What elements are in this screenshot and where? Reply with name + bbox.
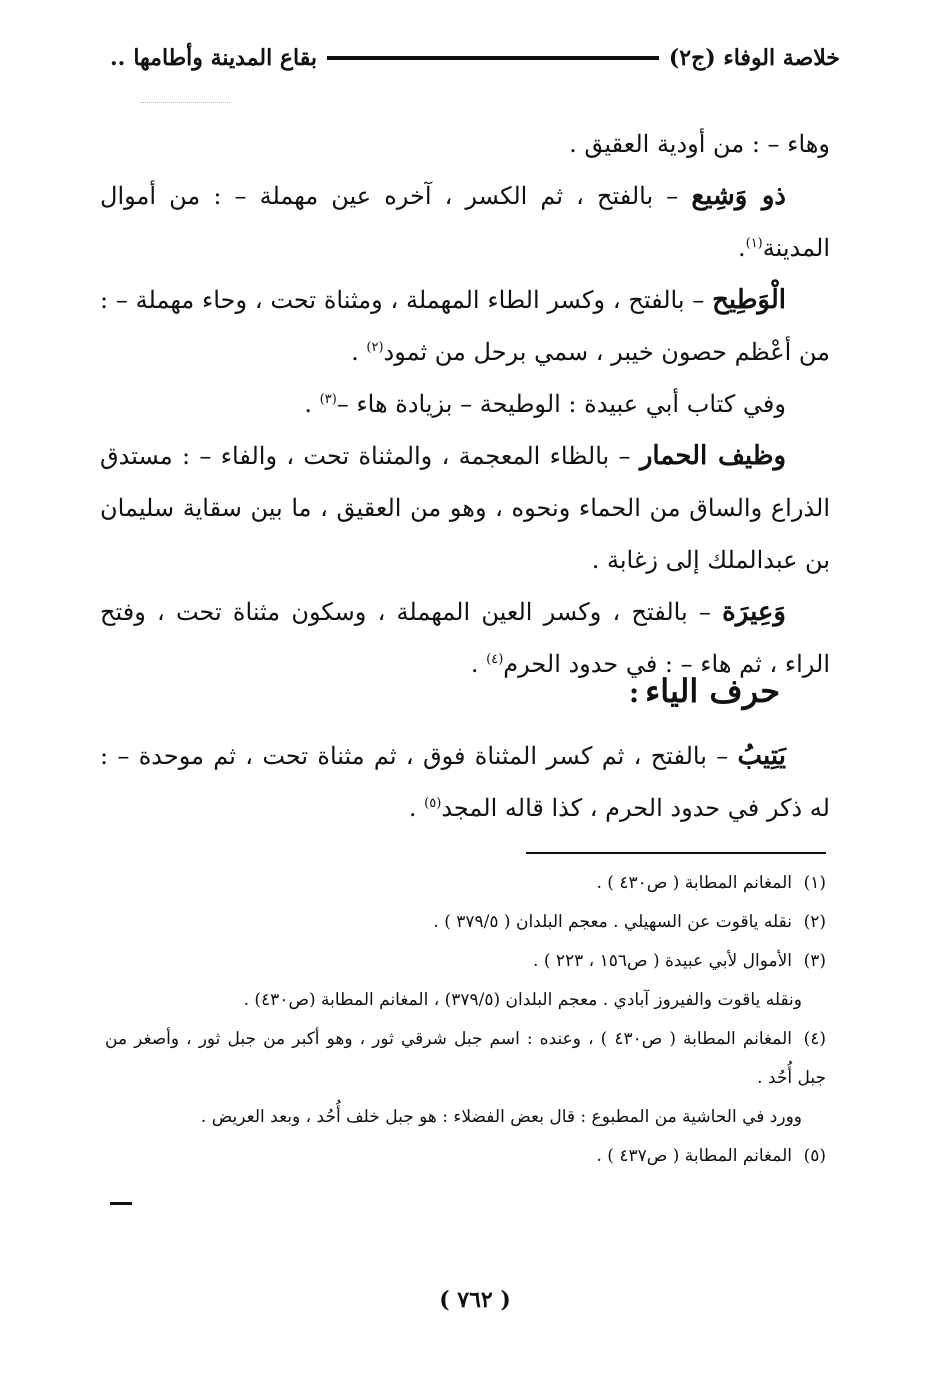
entry-text: وفي كتاب أبي عبيدة : الوطيحة – بزيادة هاء – [336, 390, 786, 418]
entry-term: وظيف الحمار [639, 441, 787, 471]
entry-text: – بالفتح ، وكسر العين المهملة ، وسكون مثناة تحت ، وفتح الراء ، ثم هاء – : في حدود الحرم [100, 598, 830, 678]
entry-text: – بالظاء المعجمة ، والمثناة تحت ، والفاء – : مستدق الذراع والساق من الحماء ونحوه ، وهو من العقيق ، ما بين سقاية سليمان بن عبدالملك إلى زغابة . [100, 442, 830, 574]
page-number: ( ٧٦٢ ) [439, 1287, 511, 1313]
footnote-number: (١) [803, 873, 826, 893]
footnote-marker[interactable]: (٤) [486, 652, 504, 667]
entry-term: الْوَطِيح [712, 285, 786, 315]
footnote-number: (٥) [803, 1146, 826, 1166]
footnote-text: المغانم المطابة ( ص٤٣٠ ) . [596, 873, 792, 893]
footnote-number: (٣) [803, 951, 826, 971]
footnote-number: (٤) [803, 1029, 826, 1049]
entry [100, 730, 830, 834]
footnote-marker[interactable]: (٣) [319, 392, 337, 407]
entry-continuation [100, 118, 830, 170]
header-trailing-dots: .. [110, 45, 126, 71]
entry [100, 378, 830, 430]
entry-text: – بالفتح ، وكسر الطاء المهملة ، ومثناة تحت ، وحاء مهملة – : من أعْظم حصون خيبر ، سمي برحل من ثمود [100, 286, 830, 366]
entry [100, 170, 830, 274]
footnote-continuation [105, 981, 826, 1020]
footnotes [105, 864, 826, 1176]
footnote [105, 903, 826, 942]
footnote-text: وورد في الحاشية من المطبوع : قال بعض الفضلاء : هو جبل خلف أُحُد ، وبعد العريض . [200, 1107, 802, 1127]
entry-term: ذو وَشِيع [691, 181, 786, 211]
section-heading [629, 672, 780, 710]
entry-text: – بالفتح ، ثم الكسر ، آخره عين مهملة – : من أموال المدينة [100, 182, 830, 262]
entry-tail: . [304, 390, 320, 418]
entry-tail: . [470, 650, 487, 678]
section-heading-text: حرف الياء [645, 672, 780, 710]
main-text [100, 118, 830, 690]
footnote-marker[interactable]: (١) [745, 236, 763, 251]
footnote-text: نقله ياقوت عن السهيلي . معجم البلدان ( ٣٧٩/٥ ) . [433, 912, 792, 932]
entry-text: – بالفتح ، ثم كسر المثناة فوق ، ثم مثناة تحت ، ثم موحدة – : له ذكر في حدود الحرم ، كذا قاله المجد [100, 742, 830, 822]
section-heading-colon: : [628, 676, 640, 709]
header-section-title: بقاع المدينة وأطامها [133, 45, 317, 71]
footnote [105, 1020, 826, 1098]
entry-text: وهاء – : من أودية العقيق . [569, 130, 830, 158]
entry-tail: . [351, 338, 367, 366]
footnote-continuation [105, 1098, 826, 1137]
footnote [105, 1137, 826, 1176]
footnote-text: المغانم المطابة ( ص٤٣٧ ) . [596, 1146, 792, 1166]
entry-tail: . [737, 234, 746, 262]
footnote-marker[interactable]: (٢) [366, 340, 384, 355]
footnote-text: الأموال لأبي عبيدة ( ص١٥٦ ، ٢٢٣ ) . [533, 951, 792, 971]
header-faint-rule [140, 102, 230, 103]
entry-tail: . [408, 794, 425, 822]
entry [100, 430, 830, 586]
header-rule [327, 56, 659, 60]
footnote-text: المغانم المطابة ( ص٤٣٠ ) ، وعنده : اسم جبل شرقي ثور ، وهو أكبر من جبل ثور ، وأصغر من جبل أُحُد . [105, 1029, 826, 1088]
entry [100, 274, 830, 378]
footnote [105, 942, 826, 981]
footnote-separator [526, 852, 826, 854]
entry-term: يَتِيبُ [737, 741, 786, 771]
footnote [105, 864, 826, 903]
section-text [100, 730, 830, 834]
footnote-number: (٢) [803, 912, 826, 932]
footnote-marker[interactable]: (٥) [424, 796, 442, 811]
entry-term: وَعِيرَة [722, 597, 786, 627]
end-dash [110, 1202, 132, 1205]
running-header [110, 40, 840, 76]
footnote-text: ونقله ياقوت والفيروز آبادي . معجم البلدان (٣٧٩/٥) ، المغانم المطابة (ص٤٣٠) . [243, 990, 802, 1010]
header-book-title: خلاصة الوفاء (ج٢) [668, 45, 840, 71]
